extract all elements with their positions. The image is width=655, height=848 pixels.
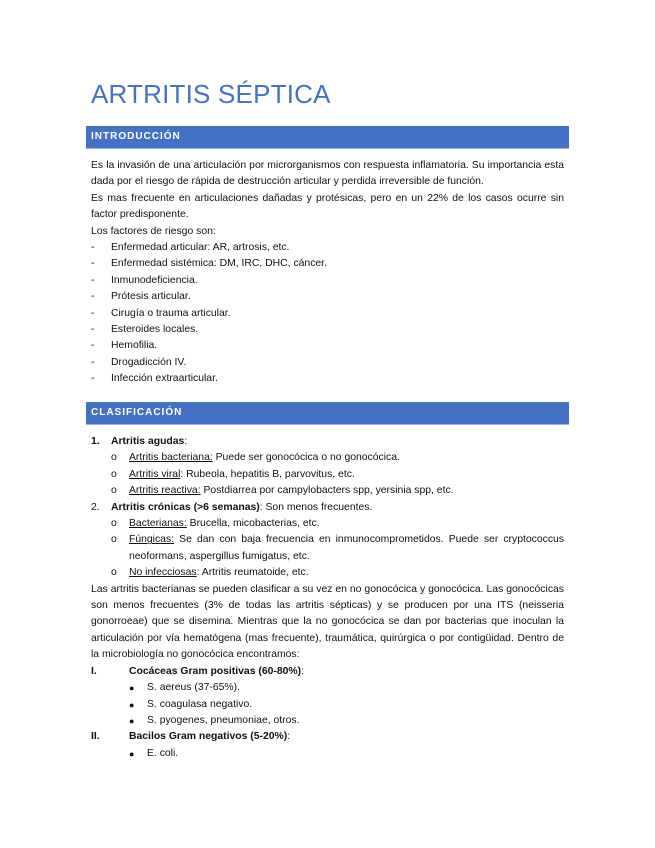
subtype-text: : Rubeola, hepatitis B, parvovitus, etc. <box>180 468 355 480</box>
list-item-suffix: : <box>184 436 188 447</box>
list-item-text: Esteroides locales. <box>111 324 199 336</box>
circle-bullet-icon: o <box>111 567 117 579</box>
list-item-text: Cirugía o trauma articular. <box>111 307 231 319</box>
section-header-introduccion: INTRODUCCIÓN <box>86 126 569 148</box>
list-item-text: E. coli. <box>147 747 179 759</box>
subtype-text: Postdiarrea por campylobacters spp, yersinia spp, etc. <box>200 485 454 497</box>
list-item <box>91 565 564 581</box>
circle-bullet-icon: o <box>111 534 117 546</box>
section-header-clasificacion: CLASIFICACIÓN <box>86 402 569 424</box>
list-item-text: Infección extraarticular. <box>111 373 218 385</box>
introduccion-body <box>91 158 564 388</box>
subtype-term: Artritis bacteriana: <box>129 452 213 464</box>
list-item <box>91 289 564 305</box>
arthritis-type-list <box>91 434 564 582</box>
list-item <box>91 467 564 483</box>
chronic-subtype-list <box>91 516 564 582</box>
list-item-heading: Artritis agudas <box>111 436 185 447</box>
list-item-suffix: : <box>287 731 291 743</box>
subtype-text: Puede ser gonocócica o no gonocócica. <box>212 452 400 464</box>
bullet-icon: ● <box>129 748 135 759</box>
subtype-term: No infecciosas <box>129 567 197 579</box>
subtype-term: Artritis viral <box>129 468 181 480</box>
bullet-icon: ● <box>129 683 135 694</box>
list-item-suffix: : <box>301 665 304 677</box>
intro-paragraph-3: Los factores de riesgo son: <box>91 225 216 237</box>
dash-marker: - <box>91 242 95 254</box>
clasificacion-body <box>91 434 564 762</box>
dash-marker: - <box>91 307 95 319</box>
dash-marker: - <box>91 324 95 336</box>
list-item <box>91 355 564 371</box>
dash-marker: - <box>91 340 95 352</box>
dash-marker: - <box>91 274 95 286</box>
list-item <box>91 713 564 729</box>
list-number: 1. <box>91 436 100 447</box>
subtype-term: Bacterianas: <box>129 518 187 530</box>
list-item <box>91 338 564 354</box>
list-item-artritis-agudas <box>91 434 564 500</box>
subtype-term: Fúngicas: <box>129 534 175 546</box>
subtype-term: Artritis reactiva: <box>129 485 201 497</box>
microbiology-list <box>91 664 564 762</box>
list-item <box>91 450 564 466</box>
circle-bullet-icon: o <box>111 518 117 530</box>
subtype-text: Se dan con baja frecuencia en inmunocomprometidos. Puede ser cryptococcus neoformans, aspergillus fumigatus, etc. <box>129 534 564 562</box>
circle-bullet-icon: o <box>111 485 117 497</box>
risk-factor-list <box>91 240 564 388</box>
list-item <box>91 256 564 272</box>
subtype-text: Brucella, micobacterias, etc. <box>186 518 320 530</box>
list-item <box>91 273 564 289</box>
bullet-icon: ● <box>129 715 135 726</box>
roman-numeral: I. <box>91 665 97 677</box>
list-item-heading: Cocáceas Gram positivas (60-80%) <box>129 665 302 677</box>
bacilos-list <box>91 746 564 762</box>
list-item-text: Enfermedad sistémica: DM, IRC, DHC, cáncer. <box>111 258 327 270</box>
classification-paragraph: Las artritis bacterianas se pueden clasificar a su vez en no gonocócica y gonocócica. Las gonocócicas son menos frecuentes (3% de todas las artritis sépticas) y se producen por una ITS (neisseria gonorroeae) que se disemina. Mientras que la no gonocócica se dan por bacterias que inoculan la articulación por vía hematógena (mas frecuente), traumática, quirúrgica o por contigüidad. Dentro de la microbiología no gonocócica encontramos: <box>91 583 564 661</box>
cocaceas-list <box>91 680 564 729</box>
list-item-text: S. aereus (37-65%). <box>147 682 240 694</box>
circle-bullet-icon: o <box>111 452 117 464</box>
list-item <box>91 322 564 338</box>
list-item-text: S. coagulasa negativo. <box>147 698 253 710</box>
list-item <box>91 680 564 696</box>
roman-numeral: II. <box>91 731 100 743</box>
list-item-heading: Artritis crónicas (>6 semanas) <box>111 501 260 513</box>
list-item <box>91 516 564 532</box>
list-item-cocaceas <box>91 664 564 730</box>
dash-marker: - <box>91 258 95 270</box>
list-item-text: Hemofilia. <box>111 340 158 352</box>
dash-marker: - <box>91 291 95 303</box>
list-item-text: Prótesis articular. <box>111 291 191 303</box>
list-item-text: Enfermedad articular: AR, artrosis, etc. <box>111 242 290 254</box>
circle-bullet-icon: o <box>111 468 117 480</box>
list-item <box>91 483 564 499</box>
list-item <box>91 240 564 256</box>
list-item <box>91 746 564 762</box>
list-item <box>91 697 564 713</box>
list-item-suffix: : Son menos frecuentes. <box>259 501 373 513</box>
document-title: ARTRITIS SÉPTICA <box>91 79 331 109</box>
list-item-text: S. pyogenes, pneumoniae, otros. <box>147 714 300 726</box>
dash-marker: - <box>91 356 95 368</box>
list-item-artritis-cronicas <box>91 500 564 582</box>
list-item <box>91 371 564 387</box>
dash-marker: - <box>91 373 95 385</box>
list-item-text: Drogadicción IV. <box>111 356 187 368</box>
intro-paragraph-1: Es la invasión de una articulación por microrganismos con respuesta inflamatoria. Su importancia esta dada por el riesgo de rápida de destrucción articular y perdida irreversible de función. <box>91 160 564 188</box>
list-item <box>91 532 564 565</box>
list-item-bacilos <box>91 729 564 762</box>
intro-paragraph-2: Es mas frecuente en articulaciones dañadas y protésicas, pero en un 22% de los casos ocurre sin factor predisponente. <box>91 192 564 221</box>
subtype-text: : Artritis reumatoide, etc. <box>196 567 309 579</box>
list-item-text: Inmunodeficiencia. <box>111 274 198 286</box>
list-number: 2. <box>91 501 100 513</box>
acute-subtype-list <box>91 450 564 499</box>
list-item <box>91 306 564 322</box>
bullet-icon: ● <box>129 699 135 710</box>
list-item-heading: Bacilos Gram negativos (5-20%) <box>129 731 288 743</box>
